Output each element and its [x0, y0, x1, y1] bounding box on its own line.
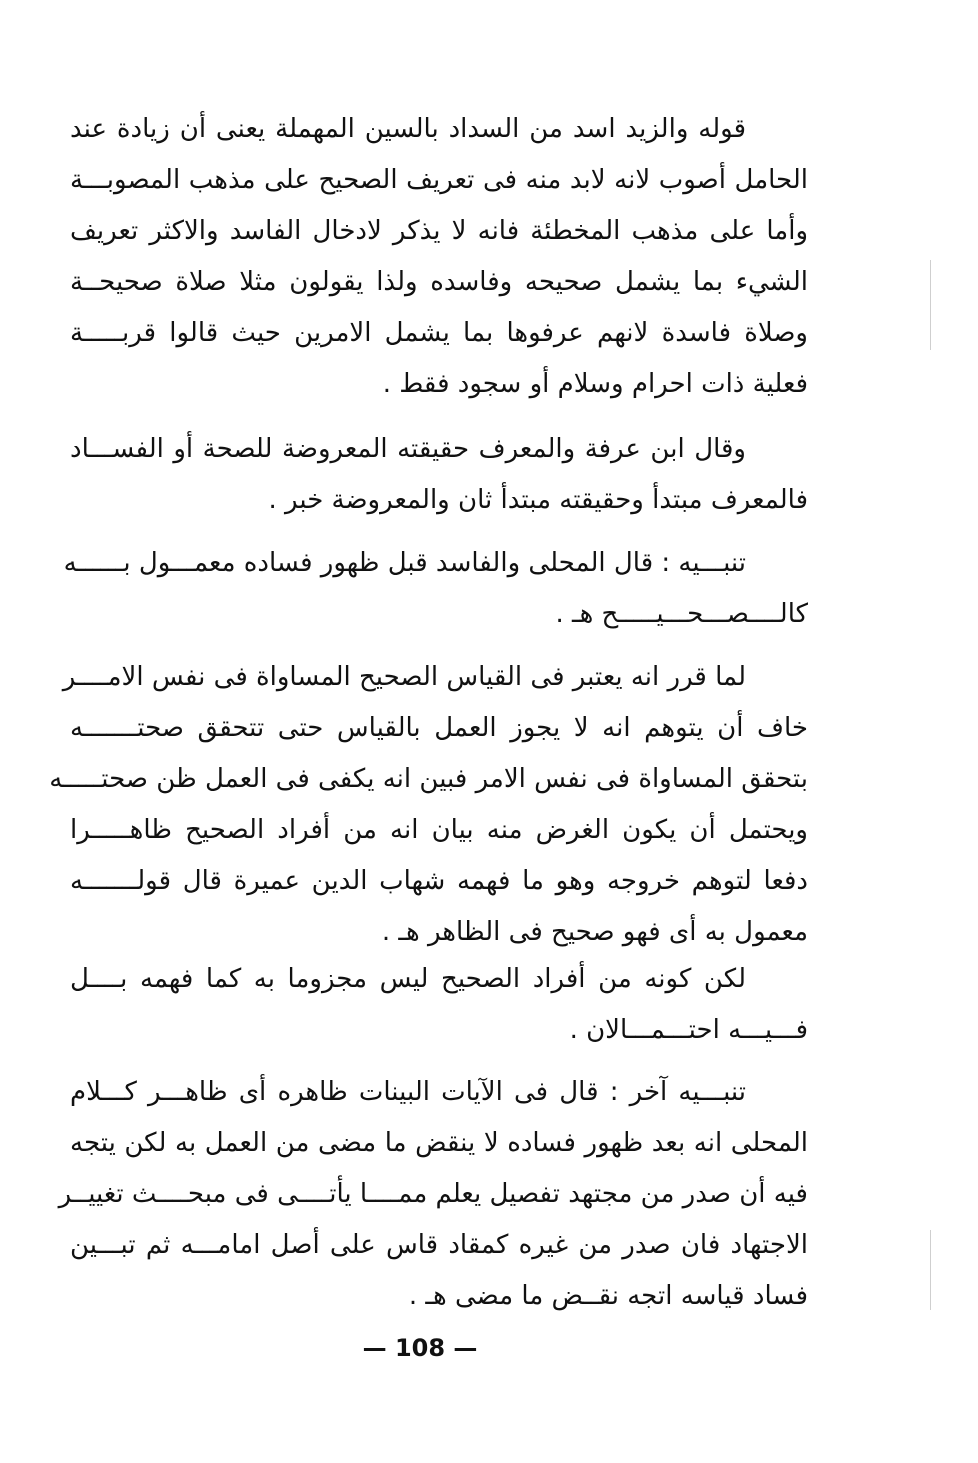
paragraph-ihtimal — [70, 954, 808, 1056]
text-line: فـــيـــه احتـــمـــالان . — [569, 1015, 808, 1045]
text-line: تنبـــيه : قال المحلى والفاسد قبل ظهور فساده معمـــول بــــــه — [63, 548, 746, 578]
text-line: لما قرر انه يعتبر فى القياس الصحيح المساواة فى نفس الامــــر — [62, 662, 746, 692]
text-line: ويحتمل أن يكون الغرض منه بيان انه من أفراد الصحيح ظاهـــــرا — [70, 815, 808, 845]
scan-margin-line — [930, 1230, 931, 1310]
paragraph-ibn-arafa — [70, 424, 808, 526]
text-line: الشيء بما يشمل صحيحه وفاسده ولذا يقولون مثلا صلاة صحيحــة — [70, 267, 808, 297]
paragraph-tanbih-akhar — [58, 1067, 808, 1322]
paragraph-zaid-definition — [70, 104, 808, 410]
text-line: كالــــصـــحـــيـــــح هـ . — [555, 599, 808, 629]
text-line: لكن كونه من أفراد الصحيح ليس مجزوما به كما فهمه بــــل — [70, 964, 746, 994]
text-line: خاف أن يتوهم انه لا يجوز العمل بالقياس حتى تتحقق صحتـــــــه — [70, 713, 808, 743]
text-line: وأما على مذهب المخطئة فانه لا يذكر لادخال الفاسد والاكثر تعريف — [70, 216, 808, 246]
page-number: — 108 — — [362, 1334, 478, 1362]
text-line: المحلى انه بعد ظهور فساده لا ينقض ما مضى من العمل به لكن يتجه — [70, 1128, 808, 1158]
text-line: وصلاة فاسدة لانهم عرفوها بما يشمل الامرين حيث قالوا قربـــــة — [70, 318, 808, 348]
text-line: بتحقق المساواة فى نفس الامر فبين انه يكفى فى العمل ظن صحتـــــه — [49, 764, 808, 794]
text-line: الحامل أصوب لانه لابد منه فى تعريف الصحيح على مذهب المصوبـــة — [70, 165, 808, 195]
text-line: الاجتهاد فان صدر من غيره كمقاد قاس على أصل امامـــه ثم تبـــين — [70, 1230, 808, 1260]
text-line: فيه أن صدر من مجتهد تفصيل يعلم ممــــا يأتــــى فى مبحــــث تغييــر — [58, 1179, 808, 1209]
text-line: معمول به أى فهو صحيح فى الظاهر هـ . — [381, 917, 808, 947]
paragraph-qiyas — [49, 652, 808, 958]
paragraph-tanbih — [63, 538, 808, 640]
text-line: فعلية ذات احرام وسلام أو سجود فقط . — [382, 369, 808, 399]
scan-margin-line — [930, 260, 931, 350]
text-line: فالمعرف مبتدأ وحقيقته مبتدأ ثان والمعروضة خبر . — [268, 485, 808, 515]
text-line: فساد قياسه اتجه نقــض ما مضى هـ . — [408, 1281, 808, 1311]
text-line: وقال ابن عرفة والمعرف حقيقته المعروضة للصحة أو الفســـاد — [70, 434, 746, 464]
text-line: تنبـــيه آخر : قال فى الآيات البينات ظاهره أى ظاهـــر كـــلام — [70, 1077, 746, 1107]
text-line: قوله والزيد اسد من السداد بالسين المهملة يعنى أن زيادة عند — [70, 114, 746, 144]
text-line: دفعا لتوهم خروجه وهو ما فهمه شهاب الدين عميرة قال قولـــــــه — [70, 866, 808, 896]
